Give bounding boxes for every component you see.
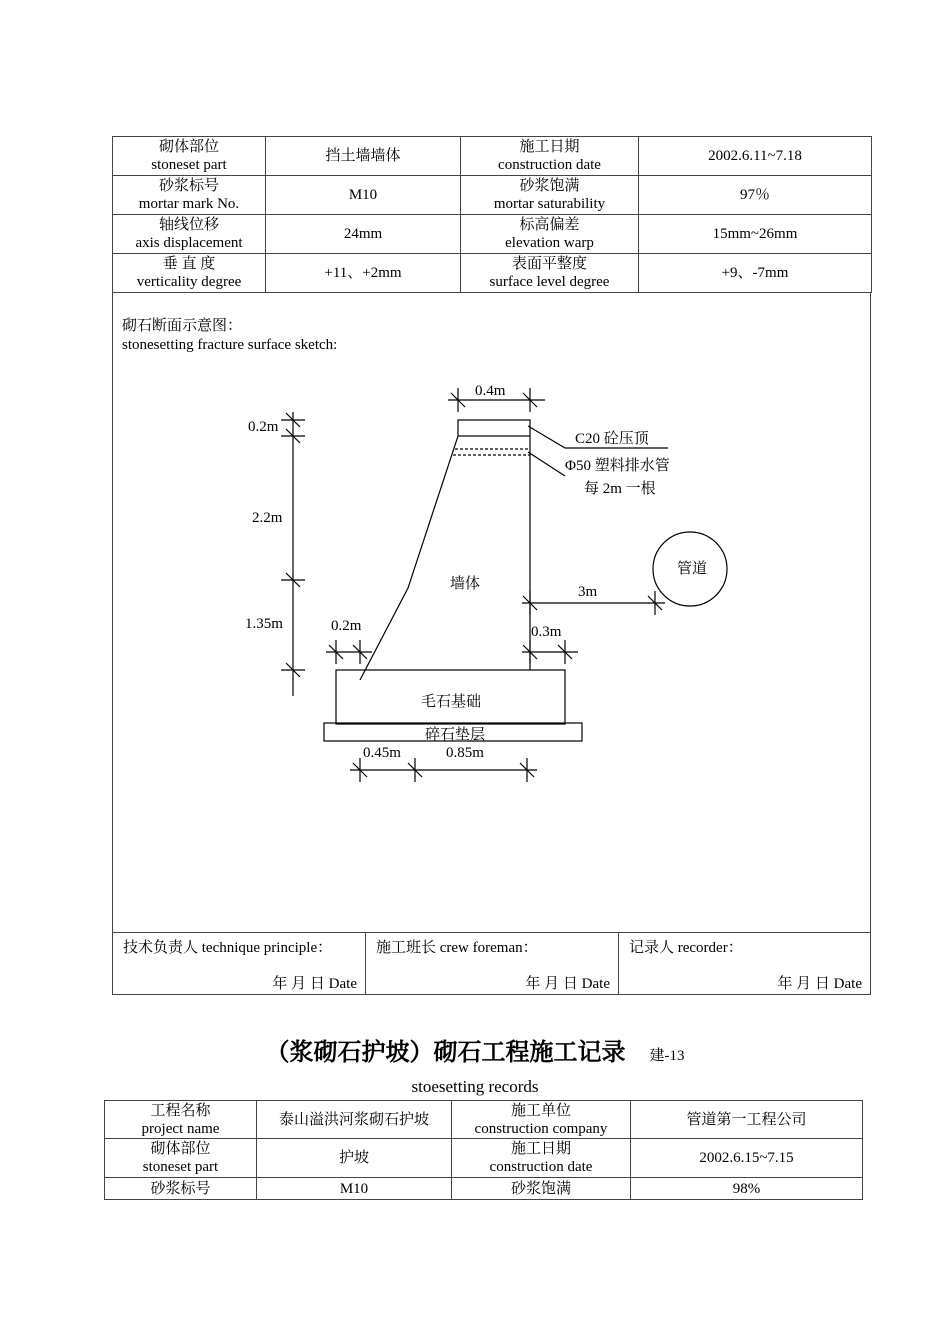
field-label: 砌体部位 stoneset part [113,137,266,176]
wall-slope-line [360,436,458,680]
field-value: M10 [266,176,461,215]
field-value: 挡土墙墙体 [266,137,461,176]
field-label: 轴线位移 axis displacement [113,215,266,254]
field-value: 15mm~26mm [639,215,872,254]
field-label: 施工日期 construction date [461,137,639,176]
dim-base-right: 0.85m [446,745,484,761]
field-value: 管道第一工程公司 [631,1101,863,1139]
field-label: 施工单位 construction company [452,1101,631,1139]
callout-drain-note: 每 2m 一根 [584,481,656,497]
leader-line [528,452,565,476]
form-code: 建-13 [649,1048,685,1064]
foundation-label: 毛石基础 [421,694,482,710]
signature-recorder: 记录人 recorder： 年 月 日 Date [629,940,862,992]
field-label: 标高偏差 elevation warp [461,215,639,254]
wall-label: 墙体 [450,576,481,592]
leader-line [528,426,565,448]
dim-toe-right: 0.3m [531,624,562,640]
dim-lower-height: 1.35m [245,616,283,632]
pipe-label: 管道 [677,561,708,577]
sketch-label-cn: 砌石断面示意图： [122,318,243,334]
field-value: 2002.6.15~7.15 [631,1139,863,1178]
signature-row [112,932,871,995]
dim-upper-height: 2.2m [252,510,283,526]
signature-technique-principle: 技术负责人 technique principle： 年 月 日 Date [113,933,366,994]
sketch-label-en: stonesetting fracture surface sketch: [122,337,338,353]
field-label: 砂浆标号 [105,1178,257,1200]
table-row [105,1139,863,1178]
field-value: 24mm [266,215,461,254]
gravel-label: 碎石垫层 [425,727,486,743]
field-label: 砂浆饱满 mortar saturability [461,176,639,215]
section-subtitle: stoesetting records [411,1077,539,1096]
concrete-cap [458,420,530,436]
field-label: 施工日期 construction date [452,1139,631,1178]
field-label: 垂 直 度 verticality degree [113,254,266,293]
field-label: 砂浆饱满 [452,1178,631,1200]
callout-drain: Φ50 塑料排水管 [565,458,670,474]
dim-toe-left: 0.2m [331,618,362,634]
field-value: M10 [257,1178,452,1200]
section-title: （浆砌石护坡）砌石工程施工记录 建-13 [265,1040,685,1066]
dim-top-width: 0.4m [475,383,506,399]
field-value: 泰山溢洪河浆砌石护坡 [257,1101,452,1139]
callout-cap: C20 砼压顶 [575,431,649,447]
dim-pipe-distance: 3m [578,584,598,600]
stoneset-records-table [104,1100,863,1200]
field-value: 护坡 [257,1139,452,1178]
field-label: 表面平整度 surface level degree [461,254,639,293]
field-label: 工程名称 project name [105,1101,257,1139]
field-value: 2002.6.11~7.18 [639,137,872,176]
field-value: 97％ [639,176,872,215]
dim-base-left: 0.45m [363,745,401,761]
dim-cap-height: 0.2m [248,419,279,435]
field-value: 98% [631,1178,863,1200]
table-row [105,1101,863,1139]
table-row [105,1178,863,1200]
field-label: 砌体部位 stoneset part [105,1139,257,1178]
signature-crew-foreman: 施工班长 crew foreman： 年 月 日 Date [366,933,619,994]
field-value: +11、+2mm [266,254,461,293]
field-label: 砂浆标号 mortar mark No. [113,176,266,215]
field-value: +9、-7mm [639,254,872,293]
